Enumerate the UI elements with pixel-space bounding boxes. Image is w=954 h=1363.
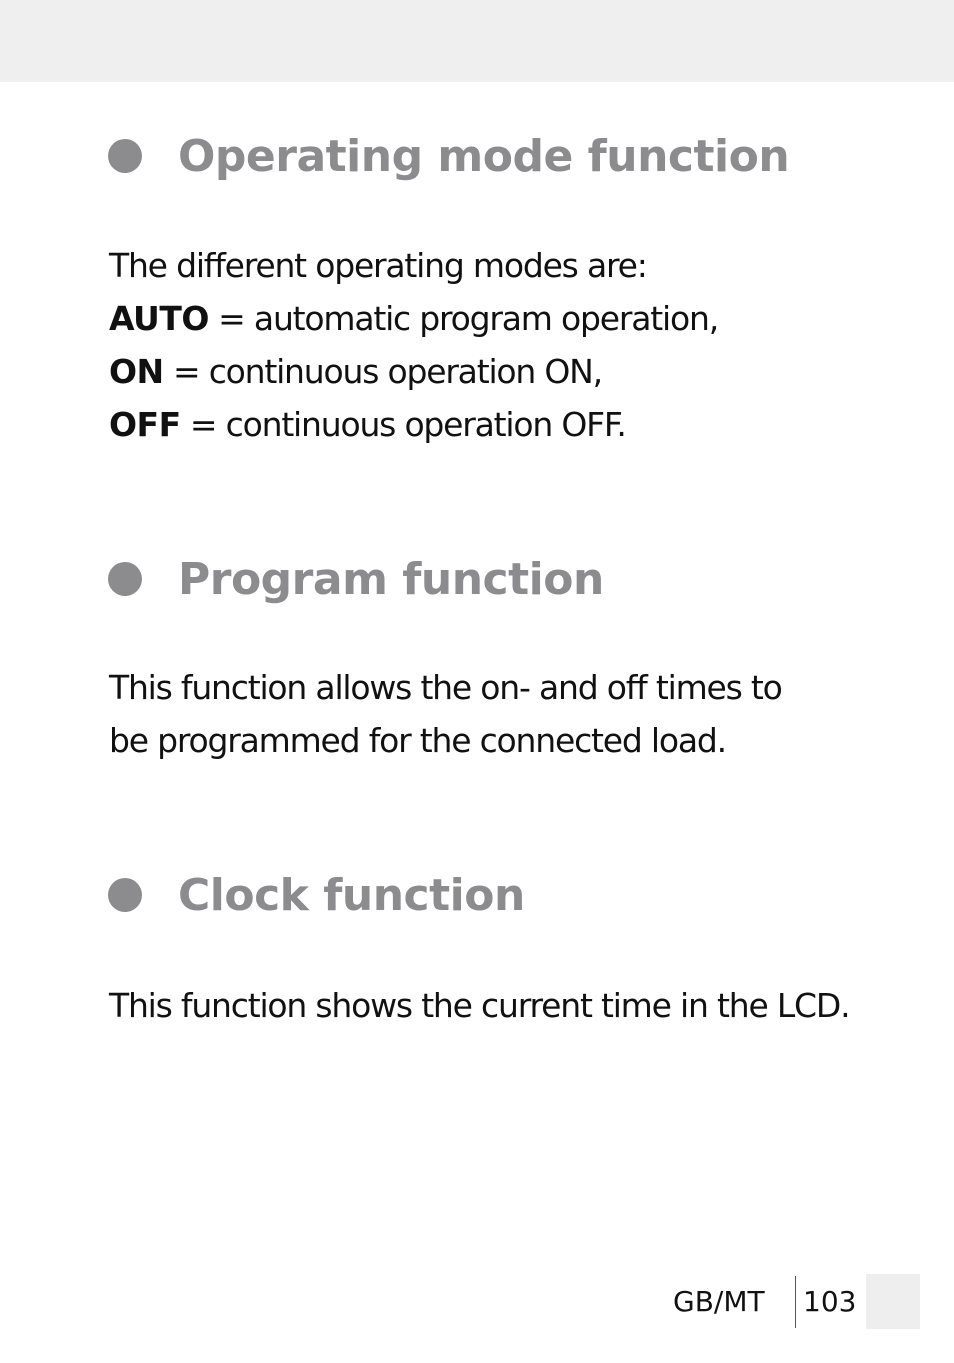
paragraph-line: be programmed for the connected load. bbox=[109, 721, 726, 760]
mode-key: AUTO bbox=[109, 299, 209, 338]
header-band bbox=[0, 0, 954, 82]
bullet-icon bbox=[108, 562, 142, 596]
paragraph-line: This function shows the current time in the LCD. bbox=[109, 986, 850, 1025]
page-number: 103 bbox=[803, 1285, 857, 1318]
mode-description: = continuous operation ON, bbox=[163, 352, 602, 391]
mode-line-on bbox=[109, 345, 718, 398]
mode-key: ON bbox=[109, 352, 164, 391]
section-title: Clock function bbox=[178, 869, 525, 921]
section-heading-operating-mode bbox=[108, 126, 789, 186]
mode-line-off bbox=[109, 398, 718, 451]
footer-divider bbox=[795, 1276, 796, 1328]
footer-region-label: GB/MT bbox=[673, 1285, 765, 1318]
mode-description: = continuous operation OFF. bbox=[180, 405, 626, 444]
bullet-icon bbox=[108, 139, 142, 173]
program-function-text bbox=[109, 661, 782, 767]
section-title: Program function bbox=[178, 553, 604, 605]
paragraph-line: This function allows the on- and off times to bbox=[109, 668, 782, 707]
section-title: Operating mode function bbox=[178, 130, 790, 182]
bullet-icon bbox=[108, 878, 142, 912]
section-heading-clock bbox=[108, 865, 525, 925]
page-tab-marker bbox=[866, 1274, 920, 1329]
operating-modes-text bbox=[109, 239, 718, 451]
mode-description: = automatic program operation, bbox=[208, 299, 718, 338]
mode-line-auto bbox=[109, 292, 718, 345]
paragraph-line: The different operating modes are: bbox=[109, 246, 647, 285]
clock-function-text bbox=[109, 979, 849, 1032]
mode-key: OFF bbox=[109, 405, 181, 444]
section-heading-program bbox=[108, 549, 604, 609]
